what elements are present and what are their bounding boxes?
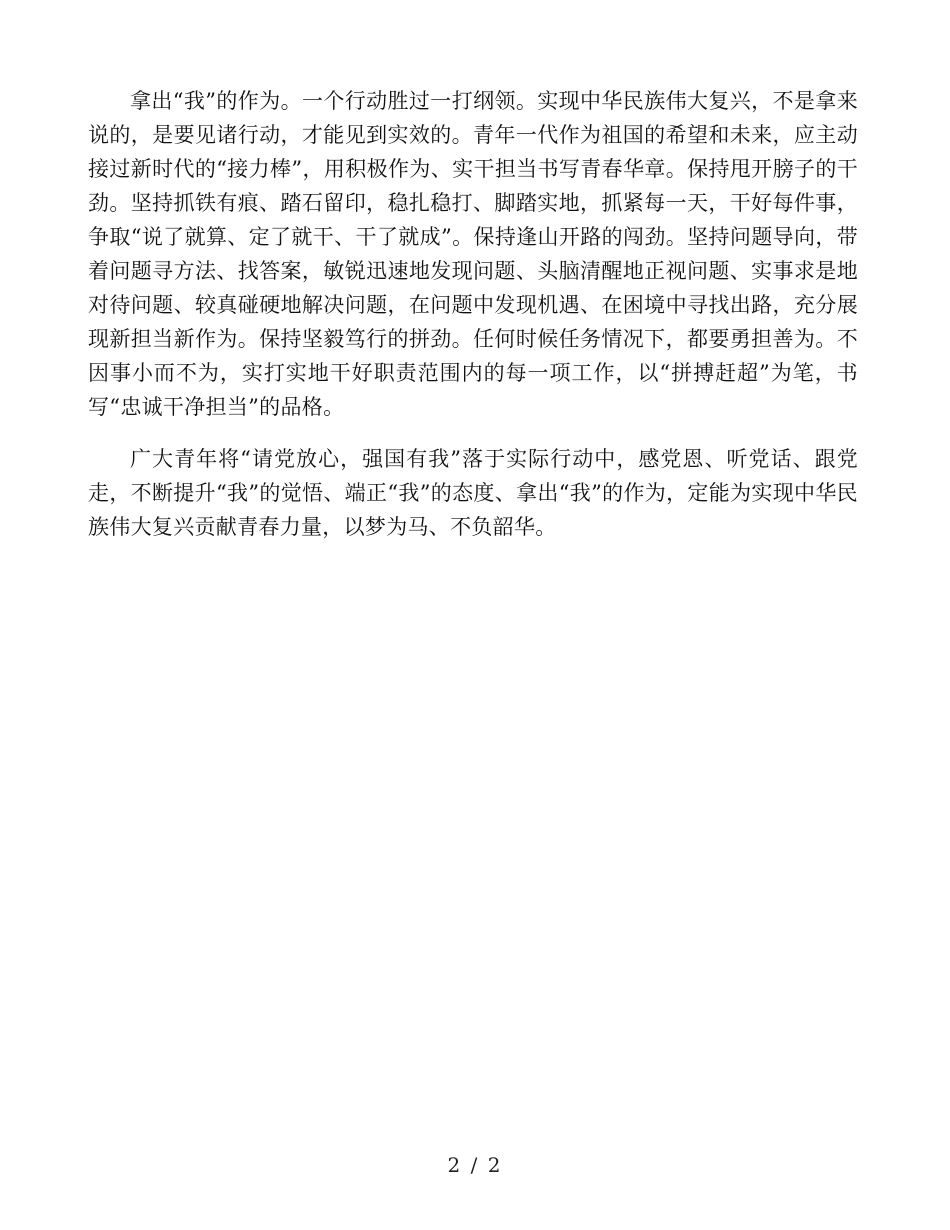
document-body [88, 84, 858, 562]
page-number: 2 / 2 [447, 1153, 503, 1177]
paragraph-1: 拿出“我”的作为。一个行动胜过一打纲领。实现中华民族伟大复兴，不是拿来说的，是要见诸行动，才能见到实效的。青年一代作为祖国的希望和未来，应主动接过新时代的“接力棒”，用积极作为、实干担当书写青春华章。保持甩开膀子的干劲。坚持抓铁有痕、踏石留印，稳扎稳打、脚踏实地，抓紧每一天，干好每件事，争取“说了就算、定了就干、干了就成”。保持逢山开路的闯劲。坚持问题导向，带着问题寻方法、找答案，敏锐迅速地发现问题、头脑清醒地正视问题、实事求是地对待问题、较真碰硬地解决问题，在问题中发现机遇、在困境中寻找出路，充分展现新担当新作为。保持坚毅笃行的拼劲。任何时候任务情况下，都要勇担善为。不因事小而不为，实打实地干好职责范围内的每一项工作，以“拼搏赶超”为笔，书写“忠诚干净担当”的品格。 [88, 89, 858, 419]
paragraph-2: 广大青年将“请党放心，强国有我”落于实际行动中，感党恩、听党话、跟党走，不断提升“我”的觉悟、端正“我”的态度、拿出“我”的作为，定能为实现中华民族伟大复兴贡献青春力量，以梦为马、不负韶华。 [88, 447, 858, 539]
